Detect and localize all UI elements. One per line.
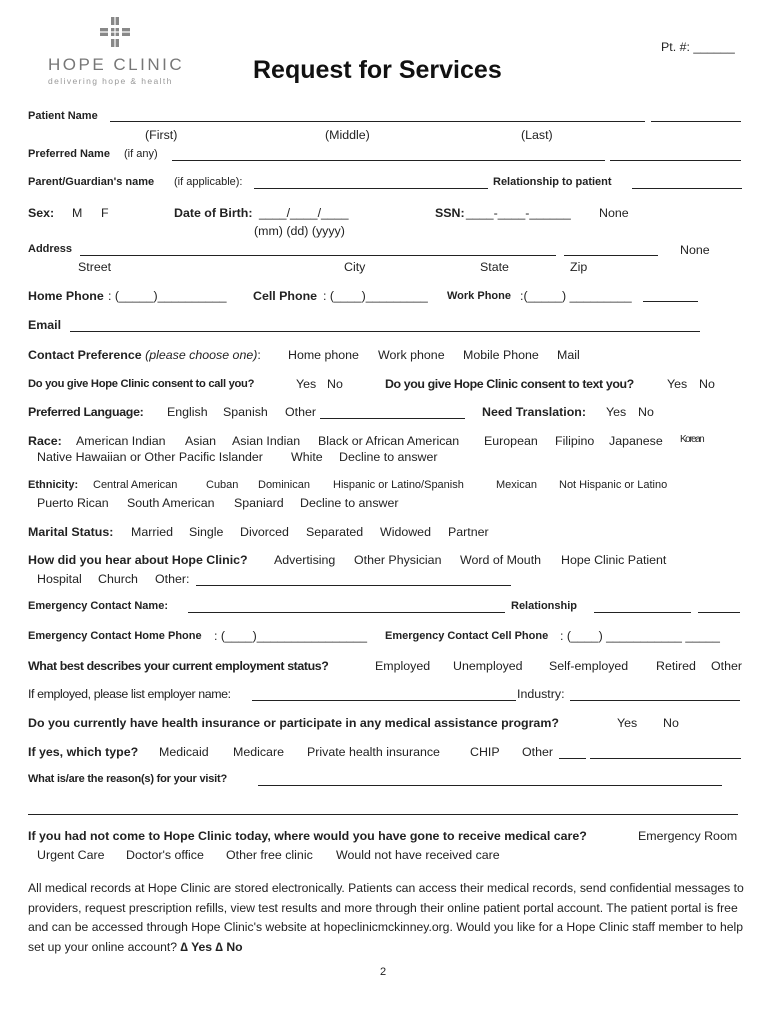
- ethnicity-label: Ethnicity:: [28, 479, 79, 491]
- insurance-type-option[interactable]: Medicaid: [159, 745, 209, 759]
- employment-option[interactable]: Employed: [375, 659, 431, 673]
- race-option[interactable]: Japanese: [609, 434, 663, 448]
- page-number: 2: [380, 966, 387, 978]
- ethnicity-label-text: Ethnicity: [28, 479, 75, 491]
- insurance-other-extra-field[interactable]: [590, 758, 741, 759]
- sex-label: Sex:: [28, 206, 55, 220]
- work-phone-extension-field[interactable]: [643, 301, 698, 302]
- page-title: Request for Services: [253, 56, 502, 84]
- alternative-care-option[interactable]: Would not have received care: [336, 848, 500, 862]
- employment-question: What best describes your current employment status?: [28, 659, 329, 673]
- employment-option[interactable]: Self-employed: [549, 659, 629, 673]
- marital-option[interactable]: Married: [131, 525, 173, 539]
- referral-other-field[interactable]: [196, 585, 511, 586]
- first-name-caption: (First): [145, 128, 178, 142]
- cell-phone-field[interactable]: : (____)_________: [323, 289, 428, 303]
- ethnicity-option[interactable]: Not Hispanic or Latino: [559, 479, 668, 491]
- industry-label: Industry:: [517, 687, 565, 701]
- zip-field[interactable]: [564, 255, 658, 256]
- sex-option-m[interactable]: M: [72, 206, 83, 220]
- race-label-text: Race: [28, 434, 58, 448]
- call-consent-question: Do you give Hope Clinic consent to call you?: [28, 378, 255, 390]
- alternative-care-option[interactable]: Urgent Care: [37, 848, 105, 862]
- contact-option-home[interactable]: Home phone: [288, 348, 359, 362]
- ethnicity-option[interactable]: Central American: [93, 479, 178, 491]
- marital-status-label-text: Marital Status: [28, 525, 110, 539]
- address-label: Address: [28, 243, 73, 255]
- race-option[interactable]: Native Hawaiian or Other Pacific Islander: [37, 450, 263, 464]
- home-phone-label: Home Phone: [28, 289, 104, 303]
- preferred-name-note: (if any): [124, 148, 158, 160]
- referral-option[interactable]: Other:: [155, 572, 190, 586]
- contact-preference-note: (please choose one): [145, 348, 258, 362]
- logo-tagline: delivering hope & health: [48, 76, 173, 86]
- ethnicity-option[interactable]: Spaniard: [234, 496, 284, 510]
- email-label: Email: [28, 318, 62, 332]
- employment-option[interactable]: Other: [711, 659, 742, 673]
- patient-name-field[interactable]: [110, 121, 645, 122]
- marital-option[interactable]: Widowed: [380, 525, 431, 539]
- race-option[interactable]: Asian: [185, 434, 216, 448]
- emergency-home-phone-label: Emergency Contact Home Phone: [28, 630, 202, 642]
- insurance-yes[interactable]: Yes: [617, 716, 638, 730]
- alternative-care-option[interactable]: Emergency Room: [638, 829, 738, 843]
- emergency-relationship-extra-field[interactable]: [698, 612, 740, 613]
- race-option[interactable]: Filipino: [555, 434, 595, 448]
- ethnicity-option[interactable]: South American: [127, 496, 215, 510]
- patient-portal-text: All medical records at Hope Clinic are stored electronically. Patients can access their medical records, send confidential messages to providers, request prescription refills, view test results and more through their online patient portal account. The patient portal is free and can be accessed through Hope Clinic's website at hopeclinicmckinney.org. Would you like for a Hope Clinic staff member to help set up your online account?: [28, 881, 744, 954]
- street-caption: Street: [78, 260, 112, 274]
- alternative-care-option[interactable]: Other free clinic: [226, 848, 313, 862]
- visit-reason-extra-line[interactable]: [28, 814, 738, 815]
- ssn-field[interactable]: ____-____-______: [466, 206, 571, 220]
- insurance-type-option[interactable]: CHIP: [470, 745, 500, 759]
- language-option-other[interactable]: Other: [285, 405, 316, 419]
- marital-option[interactable]: Partner: [448, 525, 489, 539]
- call-consent-yes[interactable]: Yes: [296, 377, 317, 391]
- last-name-caption: (Last): [521, 128, 553, 142]
- insurance-question: Do you currently have health insurance or participate in any medical assistance program?: [28, 716, 559, 730]
- relationship-to-patient-field[interactable]: [632, 188, 742, 189]
- insurance-other-field[interactable]: [559, 758, 586, 759]
- referral-option[interactable]: Advertising: [274, 553, 336, 567]
- contact-preference-label: Contact Preference: [28, 348, 142, 362]
- race-option[interactable]: American Indian: [76, 434, 166, 448]
- referral-option[interactable]: Hospital: [37, 572, 82, 586]
- translation-yes[interactable]: Yes: [606, 405, 627, 419]
- language-option-english[interactable]: English: [167, 405, 208, 419]
- industry-field[interactable]: [570, 700, 740, 701]
- patient-name-extra-field[interactable]: [651, 121, 741, 122]
- ssn-label: SSN:: [435, 206, 465, 220]
- alternative-care-question: If you had not come to Hope Clinic today, where would you have gone to receive medical care?: [28, 829, 587, 843]
- employment-option[interactable]: Unemployed: [453, 659, 523, 673]
- preferred-language-label: Preferred Language:: [28, 405, 144, 419]
- race-option[interactable]: European: [484, 434, 538, 448]
- insurance-no[interactable]: No: [663, 716, 679, 730]
- ssn-none-option[interactable]: None: [599, 206, 629, 220]
- referral-option[interactable]: Church: [98, 572, 138, 586]
- insurance-type-option[interactable]: Medicare: [233, 745, 284, 759]
- cell-phone-label: Cell Phone: [253, 289, 318, 303]
- alternative-care-option[interactable]: Doctor's office: [126, 848, 204, 862]
- portal-yes-option[interactable]: ∆ Yes: [180, 939, 213, 954]
- emergency-cell-phone-label: Emergency Contact Cell Phone: [385, 630, 549, 642]
- emergency-name-label: Emergency Contact Name:: [28, 600, 168, 612]
- address-none-option[interactable]: None: [680, 243, 710, 257]
- hope-clinic-logo-icon: [100, 17, 130, 47]
- race-label: Race:: [28, 434, 62, 448]
- race-option[interactable]: Asian Indian: [232, 434, 301, 448]
- preferred-language-label-text: Preferred Language: [28, 405, 140, 419]
- race-option[interactable]: Decline to answer: [339, 450, 438, 464]
- state-caption: State: [480, 260, 509, 274]
- ethnicity-option[interactable]: Puerto Rican: [37, 496, 109, 510]
- language-other-field[interactable]: [320, 418, 465, 419]
- contact-option-mail[interactable]: Mail: [557, 348, 580, 362]
- employer-name-field[interactable]: [252, 700, 516, 701]
- logo-name: HOPE CLINIC: [48, 55, 185, 74]
- ethnicity-option[interactable]: Cuban: [206, 479, 239, 491]
- emergency-name-field[interactable]: [188, 612, 505, 613]
- marital-status-label: Marital Status:: [28, 525, 114, 539]
- referral-option[interactable]: Word of Mouth: [460, 553, 542, 567]
- city-caption: City: [344, 260, 366, 274]
- marital-option[interactable]: Single: [189, 525, 224, 539]
- visit-reason-label: What is/are the reason(s) for your visit?: [28, 773, 228, 785]
- need-translation-label: Need Translation:: [482, 405, 586, 419]
- patient-number-field[interactable]: Pt. #: ______: [661, 40, 735, 54]
- insurance-type-option[interactable]: Private health insurance: [307, 745, 440, 759]
- address-field[interactable]: [80, 255, 556, 256]
- emergency-cell-phone-field[interactable]: : (____) ___________ _____: [560, 629, 720, 643]
- referral-question: How did you hear about Hope Clinic?: [28, 553, 248, 567]
- dob-format-caption: (mm) (dd) (yyyy): [254, 224, 345, 238]
- zip-caption: Zip: [570, 260, 588, 274]
- call-consent-no[interactable]: No: [327, 377, 343, 391]
- emergency-home-phone-field[interactable]: : (____)________________: [214, 629, 367, 643]
- guardian-label: Parent/Guardian's name: [28, 176, 155, 188]
- guardian-field[interactable]: [254, 188, 488, 189]
- contact-option-work[interactable]: Work phone: [378, 348, 445, 362]
- work-phone-field[interactable]: :(_____) _________: [520, 289, 632, 303]
- ethnicity-option[interactable]: Hispanic or Latino/Spanish: [333, 479, 464, 491]
- patient-portal-paragraph: [28, 879, 746, 957]
- translation-no[interactable]: No: [638, 405, 654, 419]
- preferred-name-label: Preferred Name: [28, 148, 110, 160]
- marital-option[interactable]: Divorced: [240, 525, 289, 539]
- contact-option-mobile[interactable]: Mobile Phone: [463, 348, 539, 362]
- preferred-name-field[interactable]: [172, 160, 605, 161]
- middle-name-caption: (Middle): [325, 128, 370, 142]
- preferred-name-extra-field[interactable]: [610, 160, 741, 161]
- relationship-to-patient-label: Relationship to patient: [493, 176, 612, 188]
- ethnicity-option[interactable]: Mexican: [496, 479, 537, 491]
- ethnicity-option[interactable]: Decline to answer: [300, 496, 399, 510]
- contact-preference-colon: :: [257, 348, 261, 362]
- ethnicity-option[interactable]: Dominican: [258, 479, 310, 491]
- emergency-relationship-label: Relationship: [511, 600, 578, 612]
- race-option[interactable]: Black or African American: [318, 434, 460, 448]
- insurance-type-option[interactable]: Other: [522, 745, 553, 759]
- home-phone-field[interactable]: : (_____)__________: [108, 289, 227, 303]
- employer-name-label: If employed, please list employer name:: [28, 687, 231, 701]
- insurance-type-label: If yes, which type?: [28, 745, 139, 759]
- emergency-name-label-text: Emergency Contact Name: [28, 600, 165, 612]
- patient-name-label: Patient Name: [28, 110, 98, 122]
- emergency-relationship-field[interactable]: [594, 612, 691, 613]
- email-field[interactable]: [70, 331, 700, 332]
- employment-option[interactable]: Retired: [656, 659, 696, 673]
- contact-preference-row: [28, 348, 261, 362]
- work-phone-label: Work Phone: [447, 290, 511, 302]
- guardian-note: (if applicable):: [174, 176, 243, 188]
- race-option[interactable]: White: [291, 450, 323, 464]
- referral-option[interactable]: Hope Clinic Patient: [561, 553, 667, 567]
- portal-no-option[interactable]: ∆ No: [215, 939, 243, 954]
- text-consent-yes[interactable]: Yes: [667, 377, 688, 391]
- marital-option[interactable]: Separated: [306, 525, 364, 539]
- text-consent-no[interactable]: No: [699, 377, 715, 391]
- language-option-spanish[interactable]: Spanish: [223, 405, 268, 419]
- race-option[interactable]: Korean: [680, 434, 704, 445]
- dob-label: Date of Birth:: [174, 206, 253, 220]
- referral-option[interactable]: Other Physician: [354, 553, 442, 567]
- dob-field[interactable]: ____/____/____: [259, 206, 349, 220]
- text-consent-question: Do you give Hope Clinic consent to text you?: [385, 377, 634, 391]
- sex-option-f[interactable]: F: [101, 206, 109, 220]
- visit-reason-field[interactable]: [258, 785, 722, 786]
